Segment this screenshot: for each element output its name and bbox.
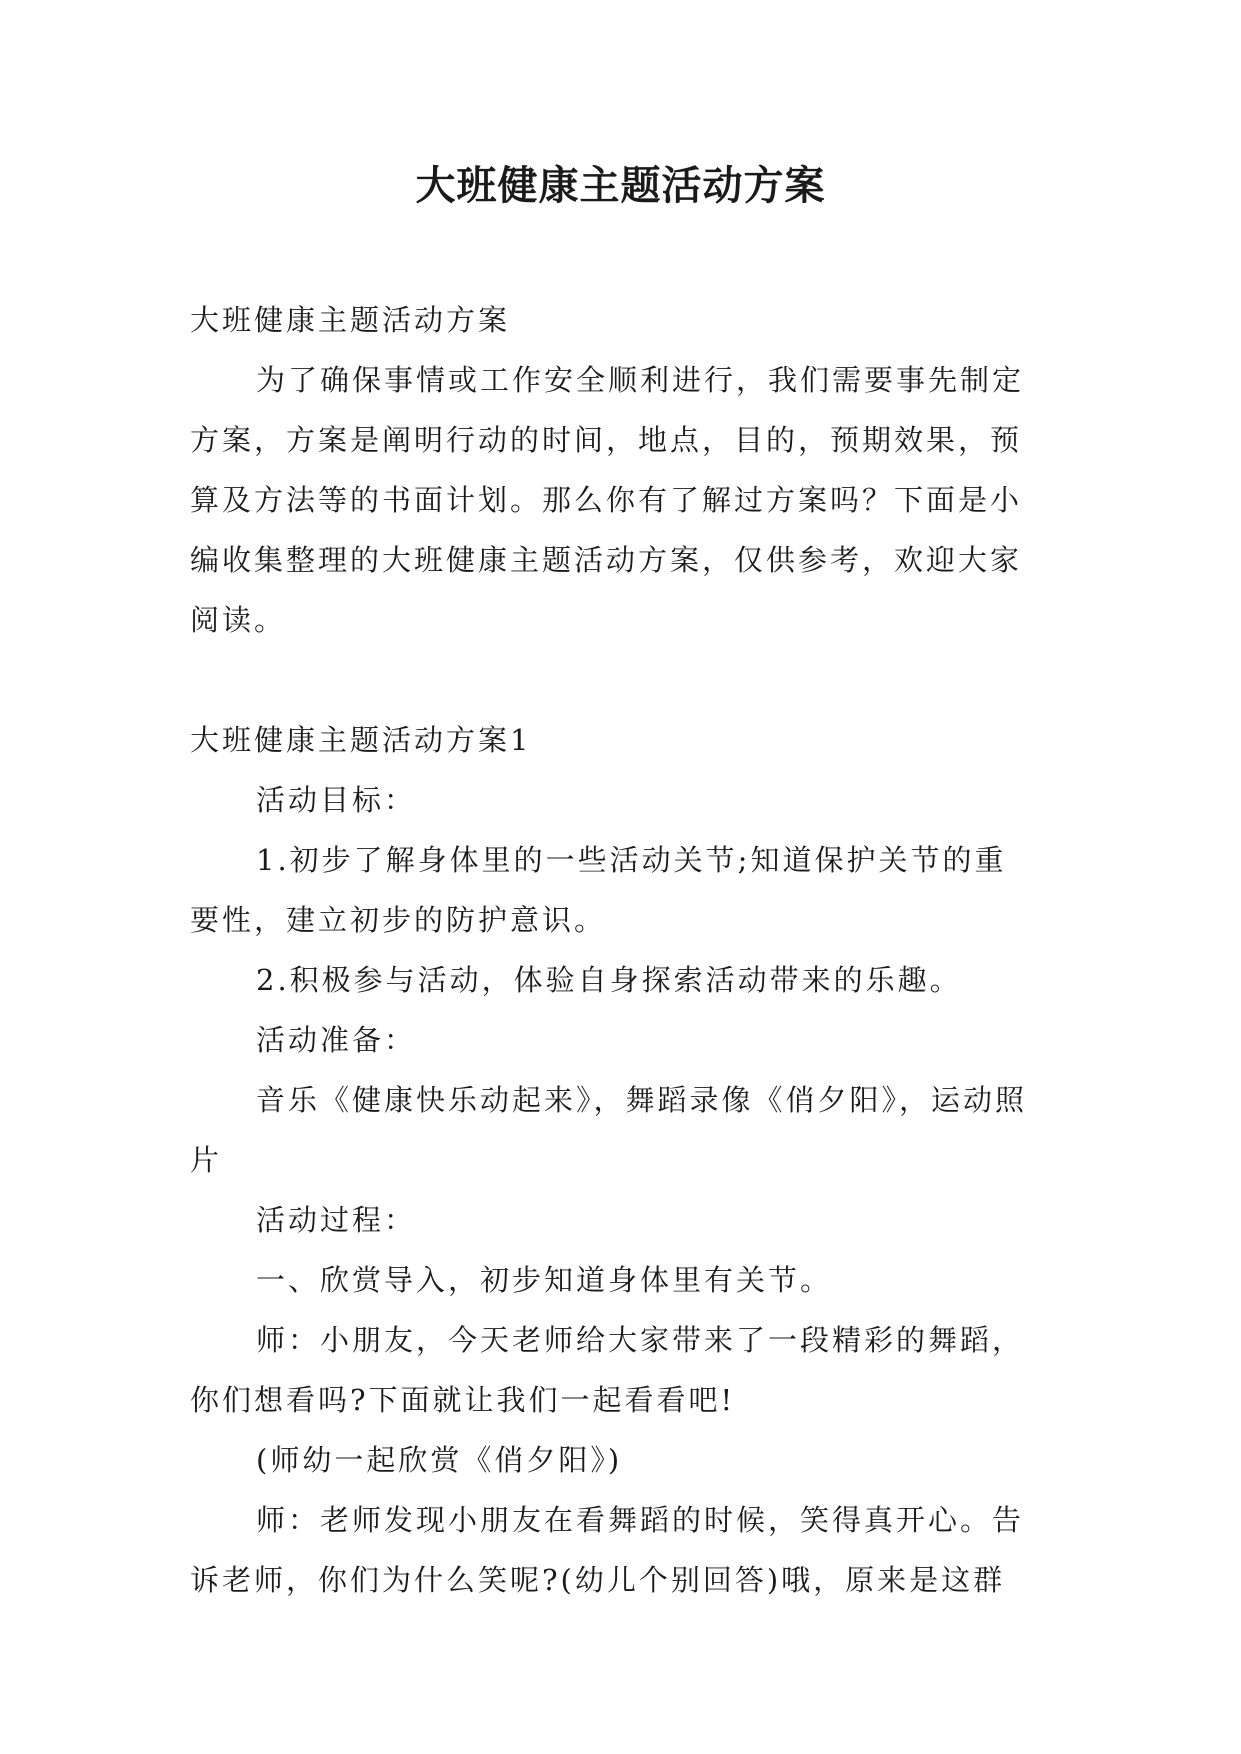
prep-label: 活动准备： — [256, 1023, 417, 1057]
goal-item-2: 2.积极参与活动，体验自身探索活动带来的乐趣。 — [256, 963, 962, 997]
dialogue-line: 师：小朋友，今天老师给大家带来了一段精彩的舞蹈， — [256, 1323, 1025, 1357]
dialogue-line: 诉老师，你们为什么笑呢?(幼儿个别回答)哦，原来是这群 — [190, 1563, 1006, 1597]
goal-item-1 — [190, 830, 1056, 950]
goal-line: 1.初步了解身体里的一些活动关节;知道保护关节的重 — [256, 843, 1007, 877]
prep-line: 片 — [190, 1143, 223, 1177]
intro-line: 编收集整理的大班健康主题活动方案，仅供参考，欢迎大家 — [190, 543, 1023, 577]
teacher-dialogue-2 — [190, 1490, 1056, 1610]
paragraph-spacer — [190, 650, 1056, 710]
process-label: 活动过程： — [256, 1203, 417, 1237]
goals-label: 活动目标： — [256, 783, 417, 817]
prep-line: 音乐《健康快乐动起来》，舞蹈录像《俏夕阳》，运动照 — [256, 1083, 1028, 1117]
dialogue-line: 师：老师发现小朋友在看舞蹈的时候，笑得真开心。告 — [256, 1503, 1025, 1537]
step-1: 一、欣赏导入，初步知道身体里有关节。 — [256, 1263, 833, 1297]
intro-line: 方案，方案是阐明行动的时间，地点，目的，预期效果，预 — [190, 423, 1023, 457]
intro-paragraph — [190, 350, 1056, 650]
prep-paragraph — [190, 1070, 1056, 1190]
document-body — [190, 290, 1056, 1610]
intro-line: 算及方法等的书面计划。那么你有了解过方案吗？下面是小 — [190, 483, 1023, 517]
activity-note: (师幼一起欣赏《俏夕阳》) — [256, 1443, 623, 1477]
goal-line: 要性，建立初步的防护意识。 — [190, 903, 607, 937]
dialogue-line: 你们想看吗?下面就让我们一起看看吧! — [190, 1383, 736, 1417]
teacher-dialogue-1 — [190, 1310, 1056, 1430]
intro-line: 阅读。 — [190, 603, 287, 637]
section-heading: 大班健康主题活动方案1 — [190, 723, 532, 757]
intro-line: 为了确保事情或工作安全顺利进行，我们需要事先制定 — [256, 363, 1025, 397]
document-title: 大班健康主题活动方案 — [415, 162, 826, 209]
subtitle: 大班健康主题活动方案 — [190, 303, 511, 337]
